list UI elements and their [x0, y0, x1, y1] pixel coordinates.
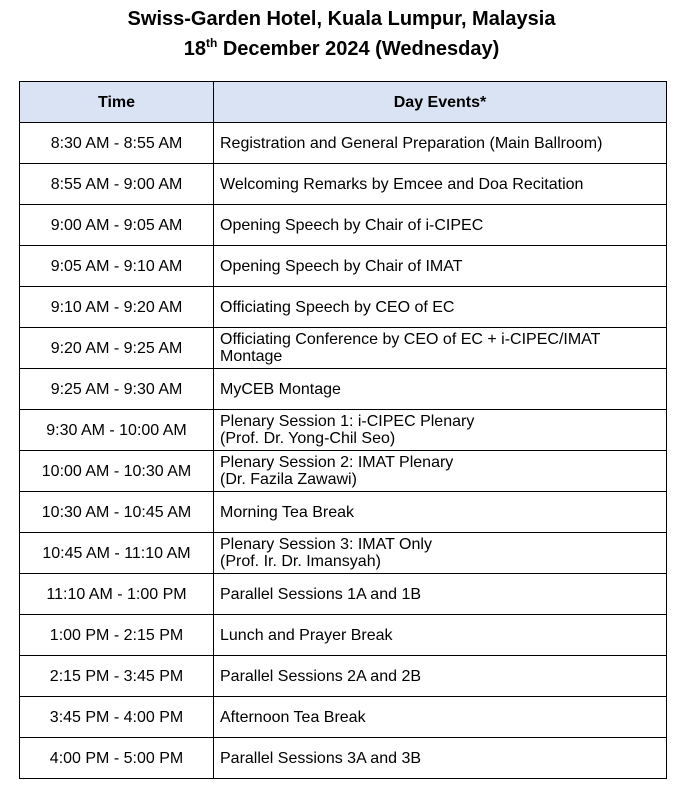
- time-cell: 10:00 AM - 10:30 AM: [20, 451, 214, 492]
- time-cell: 11:10 AM - 1:00 PM: [20, 574, 214, 615]
- event-line: Officiating Conference by CEO of EC + i-CIPEC/IMAT: [220, 331, 601, 348]
- time-cell: 4:00 PM - 5:00 PM: [20, 738, 214, 779]
- table-row: [20, 410, 667, 451]
- event-line: Plenary Session 3: IMAT Only: [220, 536, 432, 553]
- event-cell: [214, 574, 667, 615]
- table-row: [20, 164, 667, 205]
- time-cell: 1:00 PM - 2:15 PM: [20, 615, 214, 656]
- table-row: [20, 369, 667, 410]
- event-line: Officiating Speech by CEO of EC: [220, 298, 455, 316]
- table-row: [20, 492, 667, 533]
- event-cell: [214, 410, 667, 451]
- event-cell: [214, 615, 667, 656]
- schedule-body: [20, 123, 667, 779]
- table-row: [20, 697, 667, 738]
- date-rest: December 2024 (Wednesday): [217, 38, 500, 60]
- date-title: [0, 37, 683, 61]
- table-row: [20, 205, 667, 246]
- event-line: Parallel Sessions 3A and 3B: [220, 749, 422, 767]
- event-cell: [214, 451, 667, 492]
- event-cell: [214, 369, 667, 410]
- time-cell: 9:00 AM - 9:05 AM: [20, 205, 214, 246]
- time-cell: 8:55 AM - 9:00 AM: [20, 164, 214, 205]
- event-line: Montage: [220, 348, 283, 365]
- event-cell: [214, 533, 667, 574]
- event-line: (Dr. Fazila Zawawi): [220, 471, 357, 488]
- event-line: Plenary Session 1: i-CIPEC Plenary: [220, 413, 475, 430]
- event-line: Parallel Sessions 1A and 1B: [220, 585, 422, 603]
- column-header-time: Time: [20, 82, 214, 123]
- event-line: (Prof. Ir. Dr. Imansyah): [220, 553, 381, 570]
- date-day-suffix: th: [205, 36, 218, 50]
- time-cell: 10:45 AM - 11:10 AM: [20, 533, 214, 574]
- event-line: Registration and General Preparation (Main Ballroom): [220, 134, 603, 152]
- event-cell: [214, 656, 667, 697]
- event-line: Parallel Sessions 2A and 2B: [220, 667, 422, 685]
- event-cell: [214, 492, 667, 533]
- time-cell: 9:30 AM - 10:00 AM: [20, 410, 214, 451]
- table-row: [20, 123, 667, 164]
- event-cell: [214, 205, 667, 246]
- event-line: Welcoming Remarks by Emcee and Doa Recitation: [220, 175, 584, 193]
- venue-title: Swiss-Garden Hotel, Kuala Lumpur, Malaysia: [127, 8, 556, 30]
- event-cell: [214, 287, 667, 328]
- event-cell: [214, 328, 667, 369]
- table-row: [20, 738, 667, 779]
- table-row: [20, 533, 667, 574]
- date-day-number: 18: [183, 38, 206, 60]
- event-line: Opening Speech by Chair of i-CIPEC: [220, 216, 484, 234]
- table-row: [20, 328, 667, 369]
- event-line: Lunch and Prayer Break: [220, 626, 393, 644]
- event-cell: [214, 246, 667, 287]
- event-cell: [214, 123, 667, 164]
- table-row: [20, 287, 667, 328]
- event-line: Afternoon Tea Break: [220, 708, 366, 726]
- column-header-events: Day Events*: [214, 82, 667, 123]
- table-row: [20, 574, 667, 615]
- time-cell: 10:30 AM - 10:45 AM: [20, 492, 214, 533]
- time-cell: 3:45 PM - 4:00 PM: [20, 697, 214, 738]
- schedule-table: [19, 81, 667, 779]
- event-line: (Prof. Dr. Yong-Chil Seo): [220, 430, 396, 447]
- table-row: [20, 246, 667, 287]
- event-line: Opening Speech by Chair of IMAT: [220, 257, 463, 275]
- event-line: Plenary Session 2: IMAT Plenary: [220, 454, 454, 471]
- time-cell: 8:30 AM - 8:55 AM: [20, 123, 214, 164]
- event-cell: [214, 697, 667, 738]
- event-cell: [214, 164, 667, 205]
- event-line: Morning Tea Break: [220, 503, 354, 521]
- table-row: [20, 615, 667, 656]
- time-cell: 9:10 AM - 9:20 AM: [20, 287, 214, 328]
- table-row: [20, 451, 667, 492]
- time-cell: 9:25 AM - 9:30 AM: [20, 369, 214, 410]
- table-row: [20, 656, 667, 697]
- event-line: MyCEB Montage: [220, 380, 341, 398]
- time-cell: 2:15 PM - 3:45 PM: [20, 656, 214, 697]
- event-cell: [214, 738, 667, 779]
- time-cell: 9:05 AM - 9:10 AM: [20, 246, 214, 287]
- time-cell: 9:20 AM - 9:25 AM: [20, 328, 214, 369]
- table-header-row: [20, 82, 667, 123]
